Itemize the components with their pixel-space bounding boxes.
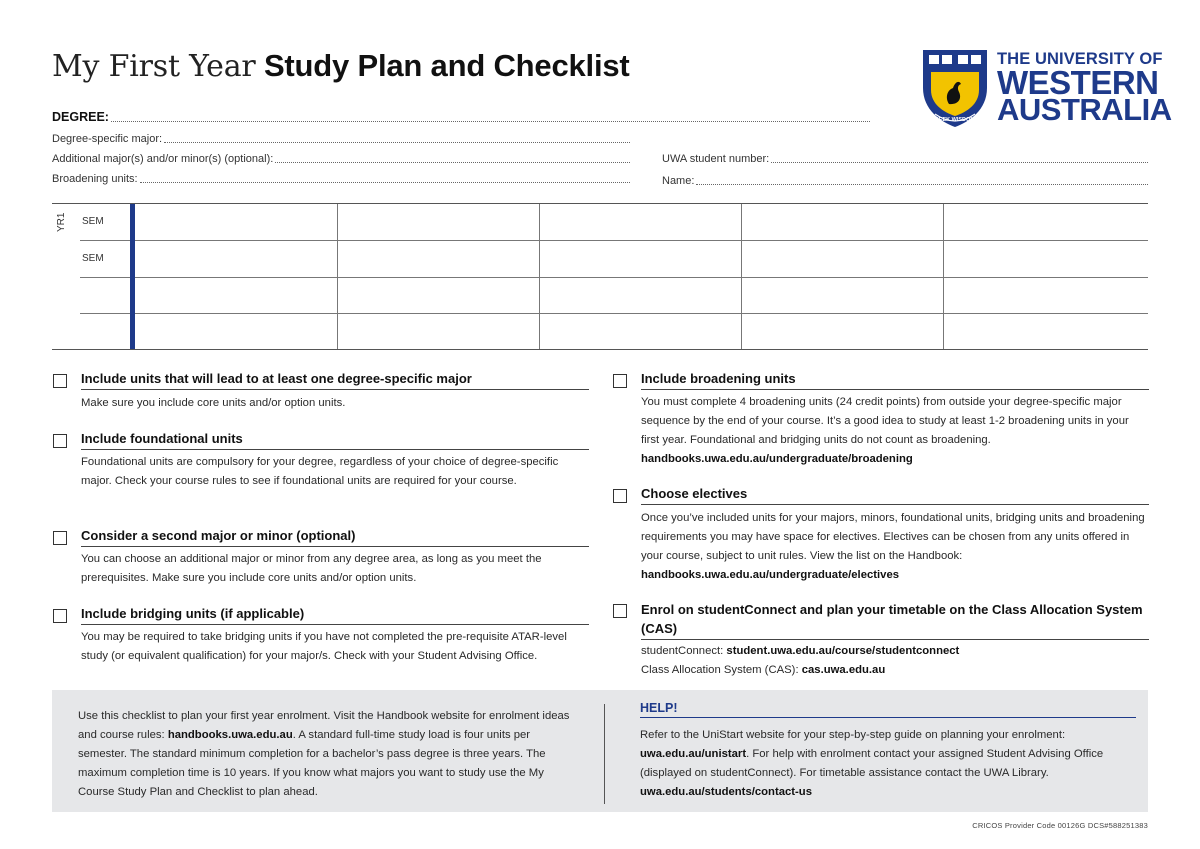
help-title: HELP! [640,701,1136,718]
footer-info-box [52,690,1148,812]
major-label: Degree-specific major: [52,133,163,145]
enrol-body [641,642,1149,680]
foundational-body: Foundational units are compulsory for your degree, regardless of your choice of degree-specific major. Check your course rules to see if foundational units are required for your course. [81,456,559,487]
checkbox-enrol[interactable] [613,604,627,618]
footer-right-text-a: Refer to the UniStart website for your step-by-step guide on planning your enrolment: [640,729,1066,741]
title-bold: Study Plan and Checklist [263,48,630,83]
second-major-title: Consider a second major or minor (optional) [81,526,589,547]
title-light: My First Year [52,49,256,84]
unistart-link[interactable]: uwa.edu.au/unistart [640,748,747,760]
semester-label: SEM [82,216,104,227]
grid-col-divider [337,204,338,349]
student-number-label: UWA student number: [662,153,770,165]
major-field[interactable] [52,131,630,145]
footer-left-text-a: Use this checklist to plan your first year enrolment. Visit the Handbook website for enrolment ideas and course rules: [78,710,570,741]
footer-divider [604,704,605,804]
checkbox-second-major[interactable] [53,531,67,545]
grid-col-divider [539,204,540,349]
broadening-text: You must complete 4 broadening units (24 credit points) from outside your degree-specific major sequence by the end of your course. It’s a good idea to study at least 1-2 broadening units in your first year. Foundational and bridging units do not count as broadening. [641,396,1129,446]
name-line[interactable] [696,175,1148,185]
name-label: Name: [662,175,695,187]
footer-left-text [78,707,578,802]
logo-line3: AUSTRALIA [997,92,1172,127]
degree-label: DEGREE: [52,110,109,124]
checkbox-broadening[interactable] [613,374,627,388]
broadening-link[interactable]: handbooks.uwa.edu.au/undergraduate/broadening [641,453,913,465]
uwa-crest-icon [921,48,989,128]
degree-line[interactable] [111,112,870,122]
checkbox-major[interactable] [53,374,67,388]
grid-col-divider [741,204,742,349]
student-number-field[interactable] [662,151,1148,165]
broadening-body [641,393,1149,469]
bridging-body: You may be required to take bridging units if you have not completed the pre-requisite ATAR-level study (or equivalent qualification) for your major/s. Check with your Student Advising Office. [81,631,567,662]
second-major-body: You can choose an additional major or minor from any degree area, as long as you meet the prerequisites. Make sure you include core units and/or option units. [81,553,542,584]
grid-col-divider [943,204,944,349]
broadening-label: Broadening units: [52,173,138,185]
checkbox-bridging[interactable] [53,609,67,623]
logo-motto: SEEK WISDOM [935,117,975,123]
foundational-title: Include foundational units [81,429,589,450]
handbook-link[interactable]: handbooks.uwa.edu.au [167,729,293,741]
cricos-code: CRICOS Provider Code 00126G DCS#588251383 [972,821,1148,830]
sc-label: studentConnect: [641,645,724,657]
broadening-field[interactable] [52,171,630,185]
cas-label: Class Allocation System (CAS): [641,664,799,676]
logo-line2: WESTERN [997,64,1159,101]
student-number-line[interactable] [771,153,1148,163]
bridging-title: Include bridging units (if applicable) [81,604,589,625]
sc-link[interactable]: student.uwa.edu.au/course/studentconnect [726,645,960,657]
study-plan-grid [52,203,1148,350]
degree-field[interactable] [52,108,870,124]
additional-field[interactable] [52,151,630,165]
grid-accent-bar [130,204,135,349]
electives-body [641,509,1149,585]
additional-label: Additional major(s) and/or minor(s) (optional): [52,153,274,165]
contact-link[interactable]: uwa.edu.au/students/contact-us [640,786,812,798]
enrol-title: Enrol on studentConnect and plan your timetable on the Class Allocation System (CAS) [641,600,1149,640]
electives-title: Choose electives [641,484,1149,505]
semester-label: SEM [82,253,104,264]
footer-right-text [640,726,1140,802]
grid-row-divider [80,277,1148,278]
major-title: Include units that will lead to at least one degree-specific major [81,369,589,390]
major-line[interactable] [164,133,630,143]
cas-link[interactable]: cas.uwa.edu.au [801,664,886,676]
electives-text: Once you’ve included units for your majors, minors, foundational units, bridging units and broadening requirements you may have space for electives. Electives can be chosen from any units offered in your course, subject to unit rules. View the list on the Handbook: [641,512,1145,562]
name-field[interactable] [662,173,1148,187]
electives-link[interactable]: handbooks.uwa.edu.au/undergraduate/electives [641,569,900,581]
major-body: Make sure you include core units and/or option units. [81,397,346,409]
grid-row-divider [80,313,1148,314]
broadening-line[interactable] [140,173,630,183]
logo-line1: THE UNIVERSITY OF [997,50,1163,68]
checkbox-electives[interactable] [613,489,627,503]
broadening-title: Include broadening units [641,369,1149,390]
uwa-logo [921,48,1172,128]
year-label: YR1 [56,212,67,232]
footer-left-text-b: . A standard full-time study load is four units per semester. The standard minimum completion for a bachelor’s pass degree is three years. The maximum completion time is 10 years. If you know what majors you want to study use the My Course Study Plan and Checklist to plan ahead. [78,729,546,798]
page-title [52,48,630,84]
footer-right-text-b: . For help with enrolment contact your assigned Student Advising Office (displayed on studentConnect). For timetable assistance contact the UWA Library. [640,748,1104,779]
additional-line[interactable] [275,153,630,163]
grid-row-divider [80,240,1148,241]
checkbox-foundational[interactable] [53,434,67,448]
